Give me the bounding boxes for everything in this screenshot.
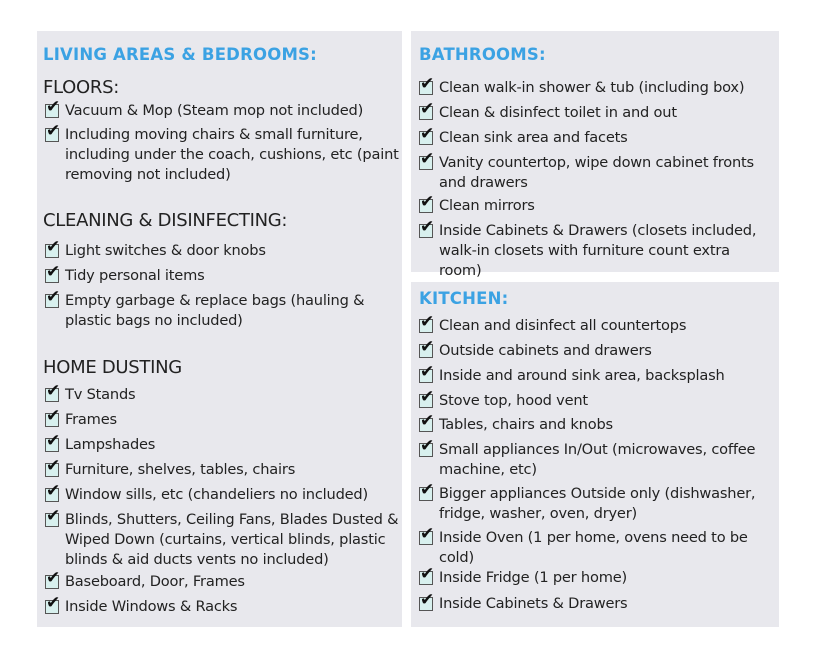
checklist-item-text: Bigger appliances Outside only (dishwasher, fridge, washer, oven, dryer) <box>439 485 756 522</box>
checkbox-checked-icon <box>45 244 59 258</box>
checkbox-checked-icon <box>45 269 59 283</box>
checklist-item <box>417 528 774 568</box>
checklist-item <box>417 366 774 386</box>
checkbox-checked-icon <box>45 128 59 142</box>
checklist-item <box>417 391 774 411</box>
checklist-item-text: Stove top, hood vent <box>439 392 588 409</box>
checkbox-checked-icon <box>45 488 59 502</box>
checklist-item <box>417 415 774 435</box>
checkbox-checked-icon <box>419 344 433 358</box>
checkbox-checked-icon <box>419 131 433 145</box>
checklist-item <box>417 221 774 281</box>
checklist-item-text: Clean and disinfect all countertops <box>439 317 687 334</box>
checklist-item-text: Including moving chairs & small furniture, including under the coach, cushions, etc (paint removing not included) <box>65 126 399 183</box>
living-areas-title: LIVING AREAS & BEDROOMS: <box>43 45 317 64</box>
checklist-item-text: Tables, chairs and knobs <box>439 416 613 433</box>
checklist-item <box>417 196 774 216</box>
checklist-item <box>417 78 774 98</box>
checklist-item <box>43 125 400 185</box>
checkbox-checked-icon <box>45 575 59 589</box>
checklist-item <box>417 440 774 480</box>
checkbox-checked-icon <box>45 438 59 452</box>
checklist-item-text: Lampshades <box>65 436 156 453</box>
checklist-item <box>417 568 774 588</box>
cleaning-heading: CLEANING & DISINFECTING: <box>43 210 288 231</box>
checkbox-checked-icon <box>45 294 59 308</box>
floors-heading: FLOORS: <box>43 77 119 98</box>
checklist-item <box>43 460 400 480</box>
checklist-item-text: Tv Stands <box>65 386 136 403</box>
checklist-item <box>43 385 400 405</box>
checkbox-checked-icon <box>419 443 433 457</box>
checkbox-checked-icon <box>419 224 433 238</box>
checkbox-checked-icon <box>419 487 433 501</box>
bathrooms-title: BATHROOMS: <box>419 45 546 64</box>
checklist-item-text: Light switches & door knobs <box>65 242 266 259</box>
checkbox-checked-icon <box>45 104 59 118</box>
checklist-item-text: Clean mirrors <box>439 197 535 214</box>
checkbox-checked-icon <box>419 106 433 120</box>
checkbox-checked-icon <box>45 600 59 614</box>
checklist-item <box>417 594 774 614</box>
checkbox-checked-icon <box>419 319 433 333</box>
checklist-item-text: Baseboard, Door, Frames <box>65 573 245 590</box>
checklist-item-text: Furniture, shelves, tables, chairs <box>65 461 296 478</box>
checkbox-checked-icon <box>45 463 59 477</box>
checklist-item <box>43 291 400 331</box>
checklist-item <box>417 316 774 336</box>
checkbox-checked-icon <box>419 369 433 383</box>
checklist-item-text: Clean sink area and facets <box>439 129 628 146</box>
checklist-item <box>43 410 400 430</box>
checklist-item <box>43 572 400 592</box>
checklist-item <box>417 153 774 193</box>
checklist-item <box>417 103 774 123</box>
checklist-item-text: Blinds, Shutters, Ceiling Fans, Blades Dusted & Wiped Down (curtains, vertical blinds, plastic blinds & aid ducts vents no included) <box>65 511 399 568</box>
checklist-item <box>43 241 400 261</box>
checklist-item-text: Clean & disinfect toilet in and out <box>439 104 677 121</box>
checklist-item-text: Tidy personal items <box>65 267 205 284</box>
checklist-item-text: Empty garbage & replace bags (hauling & plastic bags no included) <box>65 292 365 329</box>
checklist-item-text: Clean walk-in shower & tub (including box) <box>439 79 745 96</box>
checkbox-checked-icon <box>419 199 433 213</box>
checkbox-checked-icon <box>419 394 433 408</box>
checkbox-checked-icon <box>419 597 433 611</box>
checklist-item <box>43 597 400 617</box>
checklist-item <box>43 101 400 121</box>
checklist-item <box>43 510 400 570</box>
checkbox-checked-icon <box>45 388 59 402</box>
checklist-item <box>43 435 400 455</box>
checklist-item-text: Small appliances In/Out (microwaves, coffee machine, etc) <box>439 441 756 478</box>
checkbox-checked-icon <box>45 413 59 427</box>
checklist-item-text: Vacuum & Mop (Steam mop not included) <box>65 102 364 119</box>
checklist-item-text: Inside and around sink area, backsplash <box>439 367 725 384</box>
checklist-item-text: Inside Oven (1 per home, ovens need to be cold) <box>439 529 748 566</box>
checkbox-checked-icon <box>419 156 433 170</box>
checklist-item <box>43 266 400 286</box>
checklist-item-text: Inside Cabinets & Drawers (closets included, walk-in closets with furniture count extra room) <box>439 222 757 279</box>
checklist-item <box>43 485 400 505</box>
checklist-item-text: Window sills, etc (chandeliers no included) <box>65 486 368 503</box>
checklist-item-text: Inside Windows & Racks <box>65 598 238 615</box>
checklist-item-text: Inside Cabinets & Drawers <box>439 595 628 612</box>
checkbox-checked-icon <box>419 531 433 545</box>
checklist-item-text: Outside cabinets and drawers <box>439 342 652 359</box>
checklist-item <box>417 484 774 524</box>
checkbox-checked-icon <box>419 81 433 95</box>
checkbox-checked-icon <box>45 513 59 527</box>
checkbox-checked-icon <box>419 418 433 432</box>
checklist-item-text: Vanity countertop, wipe down cabinet fronts and drawers <box>439 154 754 191</box>
checklist-item <box>417 128 774 148</box>
checkbox-checked-icon <box>419 571 433 585</box>
checklist-item <box>417 341 774 361</box>
kitchen-title: KITCHEN: <box>419 289 509 308</box>
checklist-item-text: Inside Fridge (1 per home) <box>439 569 627 586</box>
checklist-item-text: Frames <box>65 411 117 428</box>
dusting-heading: HOME DUSTING <box>43 357 182 378</box>
